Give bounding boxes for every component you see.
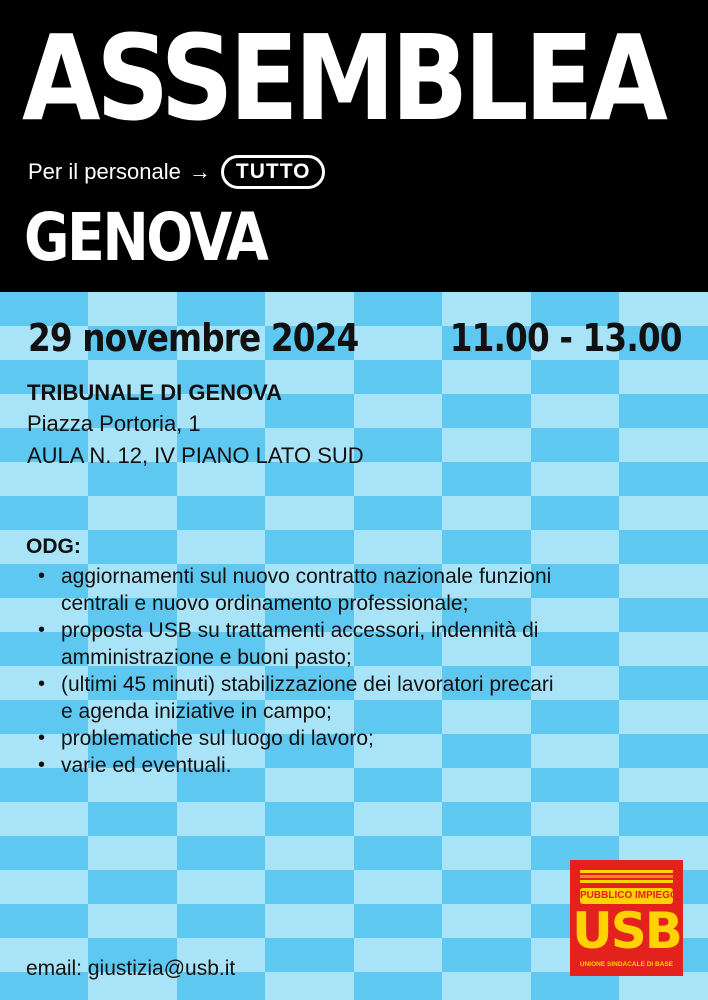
agenda-item-line: varie ed eventuali.: [61, 754, 232, 777]
agenda-title: ODG:: [26, 535, 81, 558]
arrow-right-icon: →: [188, 159, 211, 184]
bullet-icon: •: [38, 673, 46, 695]
event-date: 29 novembre 2024: [28, 316, 359, 360]
agenda-item-line: proposta USB su trattamenti accessori, indennità di: [61, 619, 539, 642]
agenda-item-line: problematiche sul luogo di lavoro;: [61, 727, 374, 750]
logo-top-text: PUBBLICO IMPIEGO: [580, 888, 673, 904]
agenda-item-line: e agenda iniziative in campo;: [61, 700, 332, 723]
agenda-item-line: amministrazione e buoni pasto;: [61, 646, 352, 669]
agenda-item: [38, 617, 686, 671]
city-title: GENOVA: [24, 199, 267, 276]
agenda-item: [38, 752, 686, 779]
bullet-icon: •: [38, 754, 46, 776]
bullet-icon: •: [38, 565, 46, 587]
agenda-list: [26, 563, 686, 779]
venue-room: AULA N. 12, IV PIANO LATO SUD: [27, 443, 364, 468]
bullet-icon: •: [38, 727, 46, 749]
venue-block: [27, 378, 364, 472]
agenda-item: [38, 671, 686, 725]
logo-bottom-text: UNIONE SINDACALE DI BASE: [579, 961, 674, 968]
usb-logo: [570, 860, 683, 976]
venue-name: TRIBUNALE DI GENOVA: [27, 380, 283, 405]
page-title: ASSEMBLEA: [22, 9, 664, 147]
logo-stripes-icon: [580, 868, 673, 884]
agenda-item-line: (ultimi 45 minuti) stabilizzazione dei lavoratori precari: [61, 673, 554, 696]
agenda-item: [38, 563, 686, 617]
agenda-item: [38, 725, 686, 752]
audience-prefix: Per il personale: [28, 159, 181, 184]
bullet-icon: •: [38, 619, 46, 641]
audience-badge: TUTTO: [221, 155, 326, 189]
logo-main-text: USB: [572, 902, 681, 960]
agenda-item-line: aggiornamenti sul nuovo contratto nazionale funzioni: [61, 565, 552, 588]
event-time: 11.00 - 13.00: [450, 316, 682, 360]
agenda-section: [26, 533, 686, 779]
agenda-item-line: centrali e nuovo ordinamento professionale;: [61, 592, 469, 615]
venue-address: Piazza Portoria, 1: [27, 411, 201, 436]
contact-email[interactable]: email: giustizia@usb.it: [26, 957, 236, 980]
